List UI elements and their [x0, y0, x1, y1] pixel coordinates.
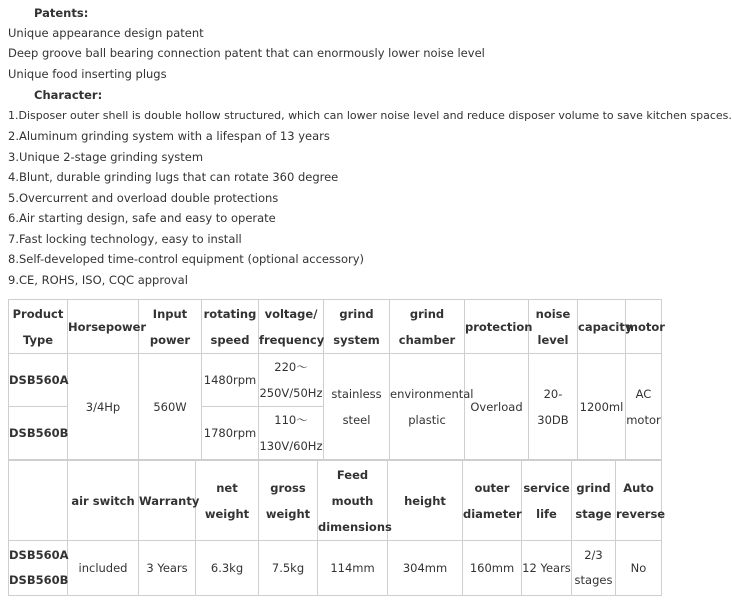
gross-weight-value: 7.5kg	[259, 541, 318, 596]
header-voltage-frequency: voltage/ frequency	[259, 300, 324, 354]
header-grind-system: grind system	[324, 300, 390, 354]
character-item: 2.Aluminum grinding system with a lifespan of 13 years	[8, 129, 330, 143]
outer-diameter-value: 160mm	[463, 541, 522, 596]
capacity-value: 1200ml	[578, 354, 626, 460]
table2-data-row	[9, 541, 662, 596]
header-input-power: Input power	[139, 300, 202, 354]
header-grind-stage: grind stage	[572, 461, 616, 541]
voltage-value: 220～ 250V/50Hz	[259, 354, 324, 407]
character-heading: Character:	[34, 88, 103, 102]
motor-value: AC motor	[626, 354, 662, 460]
model-label: DSB560B	[9, 407, 68, 460]
grind-system-value: stainless steel	[324, 354, 390, 460]
spec-table-1	[8, 299, 665, 460]
service-life-value: 12 Years	[522, 541, 572, 596]
patent-item: Unique food inserting plugs	[8, 67, 167, 81]
table1-header-row	[9, 300, 662, 354]
height-value: 304mm	[388, 541, 463, 596]
header-height: height	[388, 461, 463, 541]
model-labels: DSB560A DSB560B	[9, 541, 68, 596]
header-feed-mouth: Feed mouth dimensions	[318, 461, 388, 541]
character-item: 9.CE, ROHS, ISO, CQC approval	[8, 273, 188, 287]
character-item: 4.Blunt, durable grinding lugs that can rotate 360 degree	[8, 170, 339, 184]
header-grind-chamber: grind chamber	[390, 300, 465, 354]
header-service-life: service life	[522, 461, 572, 541]
feed-mouth-value: 114mm	[318, 541, 388, 596]
speed-value: 1480rpm	[202, 354, 259, 407]
header-outer-diameter: outer diameter	[463, 461, 522, 541]
header-product-type: Product Type	[9, 300, 68, 354]
header-motor: motor	[626, 300, 662, 354]
table2-header-row	[9, 461, 662, 541]
net-weight-value: 6.3kg	[196, 541, 259, 596]
header-horsepower: Horsepower	[68, 300, 139, 354]
grind-chamber-value: environmental plastic	[390, 354, 465, 460]
air-switch-value: included	[68, 541, 139, 596]
header-gross-weight: gross weight	[259, 461, 318, 541]
header-rotating-speed: rotating speed	[202, 300, 259, 354]
character-item: 5.Overcurrent and overload double protections	[8, 191, 279, 205]
auto-reverse-value: No	[616, 541, 662, 596]
header-net-weight: net weight	[196, 461, 259, 541]
header-warranty: Warranty	[139, 461, 196, 541]
patent-item: Deep groove ball bearing connection patent that can enormously lower noise level	[8, 46, 485, 60]
character-item: 3.Unique 2-stage grinding system	[8, 150, 204, 164]
header-auto-reverse: Auto reverse	[616, 461, 662, 541]
header-protection: protection	[465, 300, 529, 354]
header-noise-level: noise level	[529, 300, 578, 354]
header-blank	[9, 461, 68, 541]
patents-heading: Patents:	[34, 6, 89, 20]
model-label: DSB560A	[9, 354, 68, 407]
speed-value: 1780rpm	[202, 407, 259, 460]
voltage-value: 110～ 130V/60Hz	[259, 407, 324, 460]
horsepower-value: 3/4Hp	[68, 354, 139, 460]
patent-item: Unique appearance design patent	[8, 26, 204, 40]
spec-table-2	[8, 460, 666, 596]
character-item: 7.Fast locking technology, easy to install	[8, 232, 242, 246]
character-item: 1.Disposer outer shell is double hollow structured, which can lower noise level and reduce disposer volume to save kitchen spaces.	[8, 109, 732, 122]
noise-value: 20-30DB	[529, 354, 578, 460]
header-air-switch: air switch	[68, 461, 139, 541]
character-item: 8.Self-developed time-control equipment (optional accessory)	[8, 252, 365, 266]
character-item: 6.Air starting design, safe and easy to operate	[8, 211, 276, 225]
grind-stage-value: 2/3 stages	[572, 541, 616, 596]
protection-value: Overload	[465, 354, 529, 460]
header-capacity: capacity	[578, 300, 626, 354]
warranty-value: 3 Years	[139, 541, 196, 596]
table1-row-a	[9, 354, 662, 407]
input-power-value: 560W	[139, 354, 202, 460]
